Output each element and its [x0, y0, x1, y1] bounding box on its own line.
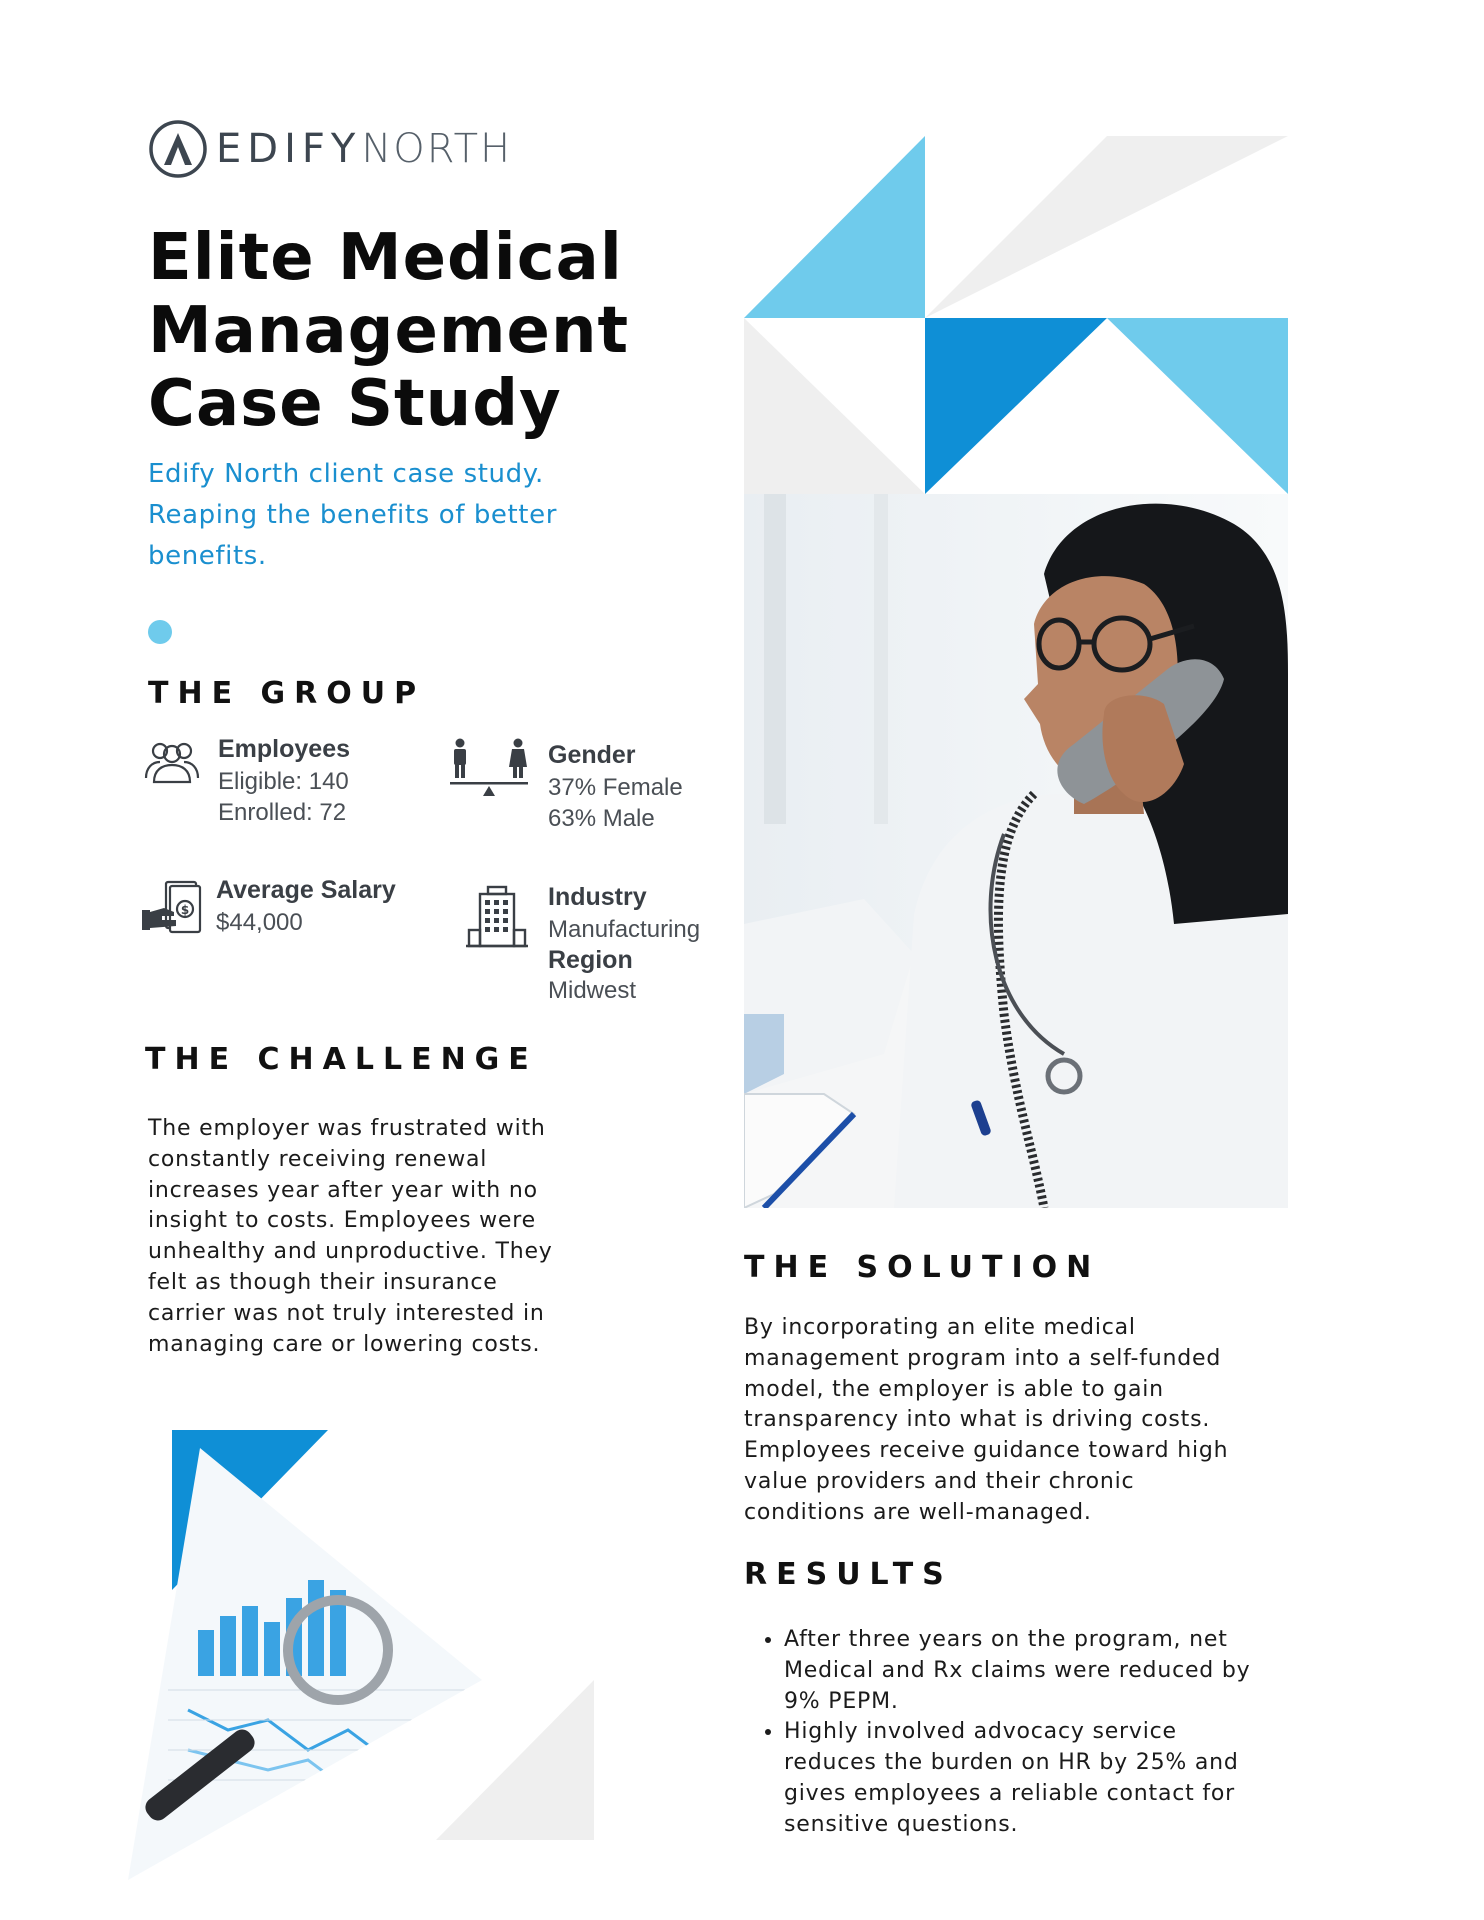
solution-line: conditions are well-managed. — [744, 1499, 1092, 1525]
industry-label: Industry — [548, 883, 647, 911]
solution-line: model, the employer is able to gain — [744, 1376, 1164, 1402]
brand-logo — [148, 118, 512, 180]
gender-balance-icon — [448, 738, 530, 800]
result-line: • Highly involved advocacy service — [784, 1719, 1177, 1745]
challenge-line: unhealthy and unproductive. They — [148, 1239, 553, 1265]
decorative-triangles — [744, 136, 1288, 494]
solution-line: management program into a self-funded — [744, 1345, 1222, 1371]
doctor-on-phone-photo — [744, 494, 1288, 1208]
edify-north-logo-icon — [148, 119, 208, 179]
salary-value: $44,000 — [216, 909, 303, 936]
challenge-line: increases year after year with no — [148, 1177, 538, 1203]
page-subtitle — [148, 454, 648, 577]
employees-eligible: Eligible: 140 — [218, 768, 349, 795]
gender-label: Gender — [548, 741, 636, 769]
industry-stat — [548, 882, 700, 1006]
challenge-line: constantly receiving renewal — [148, 1146, 488, 1172]
challenge-line: felt as though their insurance — [148, 1269, 498, 1295]
solution-line: By incorporating an elite medical — [744, 1315, 1136, 1340]
challenge-line: carrier was not truly interested in — [148, 1300, 545, 1326]
result-line: 9% PEPM. — [784, 1688, 899, 1714]
financial-charts-photo — [128, 1430, 594, 1880]
gender-female: 37% Female — [548, 774, 683, 801]
employees-enrolled: Enrolled: 72 — [218, 799, 347, 826]
result-item — [784, 1625, 1306, 1717]
brand-word-edify: EDIFY — [216, 126, 362, 172]
solution-line: value providers and their chronic — [744, 1468, 1135, 1494]
page-title — [148, 222, 708, 441]
result-line: sensitive questions. — [784, 1811, 1019, 1837]
result-line: Medical and Rx claims were reduced by — [784, 1657, 1251, 1683]
employees-label: Employees — [218, 735, 351, 763]
result-item — [784, 1717, 1306, 1840]
industry-value: Manufacturing — [548, 916, 701, 943]
result-line: reduces the burden on HR by 25% and — [784, 1750, 1239, 1776]
subtitle-line: Edify North client case study. — [148, 459, 544, 489]
employees-stat — [218, 734, 350, 828]
group-heading: THE GROUP — [148, 676, 426, 711]
region-label: Region — [548, 946, 633, 974]
hand-money-icon — [140, 878, 204, 940]
solution-text — [744, 1313, 1304, 1529]
office-building-icon — [464, 884, 530, 952]
decorative-dot — [148, 620, 172, 644]
salary-stat — [216, 875, 396, 938]
results-heading: RESULTS — [744, 1557, 953, 1592]
challenge-text — [148, 1114, 608, 1360]
challenge-line: managing care or lowering costs. — [148, 1331, 541, 1357]
region-value: Midwest — [548, 977, 637, 1004]
title-line: Management — [148, 294, 630, 368]
gender-male: 63% Male — [548, 805, 655, 832]
solution-line: transparency into what is driving costs. — [744, 1407, 1211, 1433]
challenge-line: insight to costs. Employees were — [148, 1208, 536, 1234]
subtitle-line: benefits. — [148, 541, 267, 571]
brand-word-north: NORTH — [361, 126, 513, 172]
salary-label: Average Salary — [216, 876, 396, 904]
result-line: • After three years on the program, net — [784, 1627, 1228, 1652]
challenge-heading: THE CHALLENGE — [145, 1042, 538, 1077]
title-line: Elite Medical — [148, 221, 623, 295]
svg-text:$: $ — [180, 903, 190, 917]
challenge-line: The employer was frustrated with — [148, 1116, 546, 1141]
result-line: gives employees a reliable contact for — [784, 1780, 1235, 1806]
solution-heading: THE SOLUTION — [744, 1250, 1101, 1285]
title-line: Case Study — [148, 367, 562, 441]
results-list — [746, 1625, 1306, 1841]
brand-wordmark — [216, 126, 513, 172]
subtitle-line: Reaping the benefits of better — [148, 500, 557, 530]
gender-stat — [548, 740, 683, 834]
solution-line: Employees receive guidance toward high — [744, 1438, 1229, 1464]
people-group-icon — [140, 738, 204, 794]
